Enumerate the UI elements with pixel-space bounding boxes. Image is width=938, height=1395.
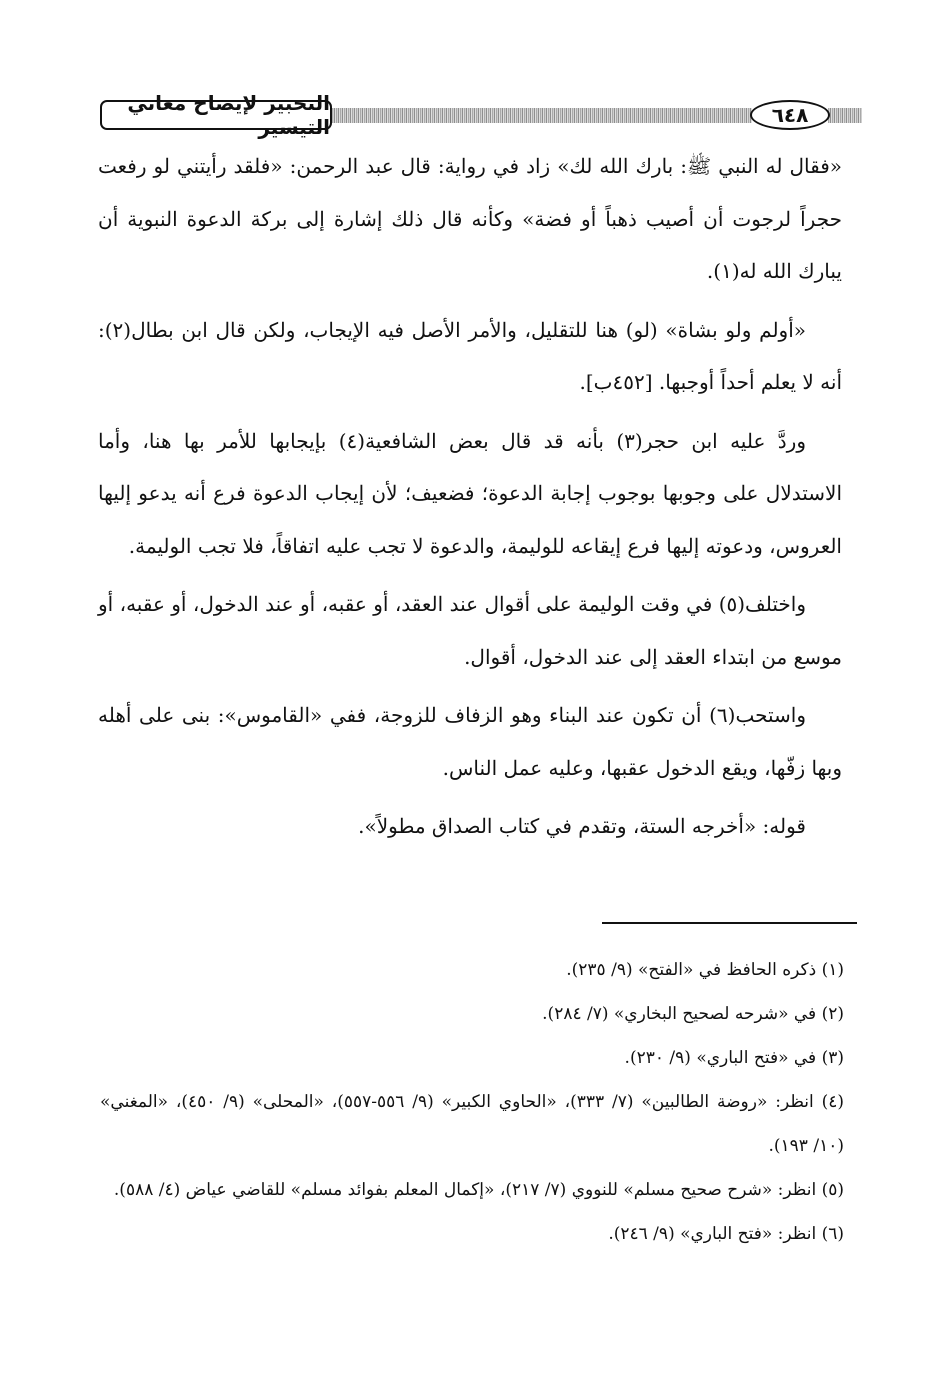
paragraph-1: «فقال له النبي ﷺ: بارك الله لك» زاد في رواية: قال عبد الرحمن: «فلقد رأيتني لو رفعت حجراً لرجوت أن أصيب ذهباً أو فضة» وكأنه قال ذلك إشارة إلى بركة الدعوة النبوية أن يبارك الله له(١). <box>98 154 842 283</box>
footnote-1: (١) ذكره الحافظ في «الفتح» (٩/ ٢٣٥). <box>566 960 844 980</box>
paragraph-6: قوله: «أخرجه الستة، وتقدم في كتاب الصداق مطولاً». <box>358 814 806 838</box>
footnote-5: (٥) انظر: «شرح صحيح مسلم» للنووي (٧/ ٢١٧)، «إكمال المعلم بفوائد مسلم» للقاضي عياض (٤/ ٥٨٨). <box>113 1180 844 1200</box>
footnote-6: (٦) انظر: «فتح الباري» (٩/ ٢٤٦). <box>608 1224 844 1244</box>
footnote-4: (٤) انظر: «روضة الطالبين» (٧/ ٣٣٣)، «الحاوي الكبير» (٩/ ٥٥٦-٥٥٧)، «المحلى» (٩/ ٤٥٠)، «المغني» (١٠/ ١٩٣). <box>100 1092 844 1156</box>
main-text <box>98 140 842 859</box>
header-decorative-band <box>332 108 752 123</box>
header-decorative-band-end <box>828 108 862 123</box>
book-title: التحبير لإيضاح معاني التيسير <box>100 100 332 130</box>
footnotes <box>100 948 844 1256</box>
paragraph-4: واختلف(٥) في وقت الوليمة على أقوال عند العقد، أو عقبه، أو عند الدخول، أو عقبه، أو موسع من ابتداء العقد إلى عند الدخول، أقوال. <box>98 592 842 669</box>
page-number: ٦٤٨ <box>750 100 830 130</box>
paragraph-5: واستحب(٦) أن تكون عند البناء وهو الزفاف للزوجة، ففي «القاموس»: بنى على أهله وبها زفّها، ويقع الدخول عقبها، وعليه عمل الناس. <box>98 703 842 780</box>
footnote-2: (٢) في «شرحه لصحيح البخاري» (٧/ ٢٨٤). <box>542 1004 844 1024</box>
footnote-separator <box>602 922 857 924</box>
page-header <box>100 91 860 139</box>
footnote-3: (٣) في «فتح الباري» (٩/ ٢٣٠). <box>624 1048 844 1068</box>
paragraph-3: وردَّ عليه ابن حجر(٣) بأنه قد قال بعض الشافعية(٤) بإيجابها للأمر بها هنا، وأما الاستدلال على وجوبها بوجوب إجابة الدعوة؛ فضعيف؛ لأن إيجاب الدعوة فرع أنه يدعو إليها العروس، ودعوته إليها فرع إيقاعه للوليمة، والدعوة لا تجب عليه اتفاقاً، فلا تجب الوليمة. <box>98 428 842 558</box>
paragraph-2: «أولم ولو بشاة» (لو) هنا للتقليل، والأمر الأصل فيه الإيجاب، ولكن قال ابن بطال(٢): أنه لا يعلم أحداً أوجبها. [٤٥٢ب]. <box>98 317 842 394</box>
